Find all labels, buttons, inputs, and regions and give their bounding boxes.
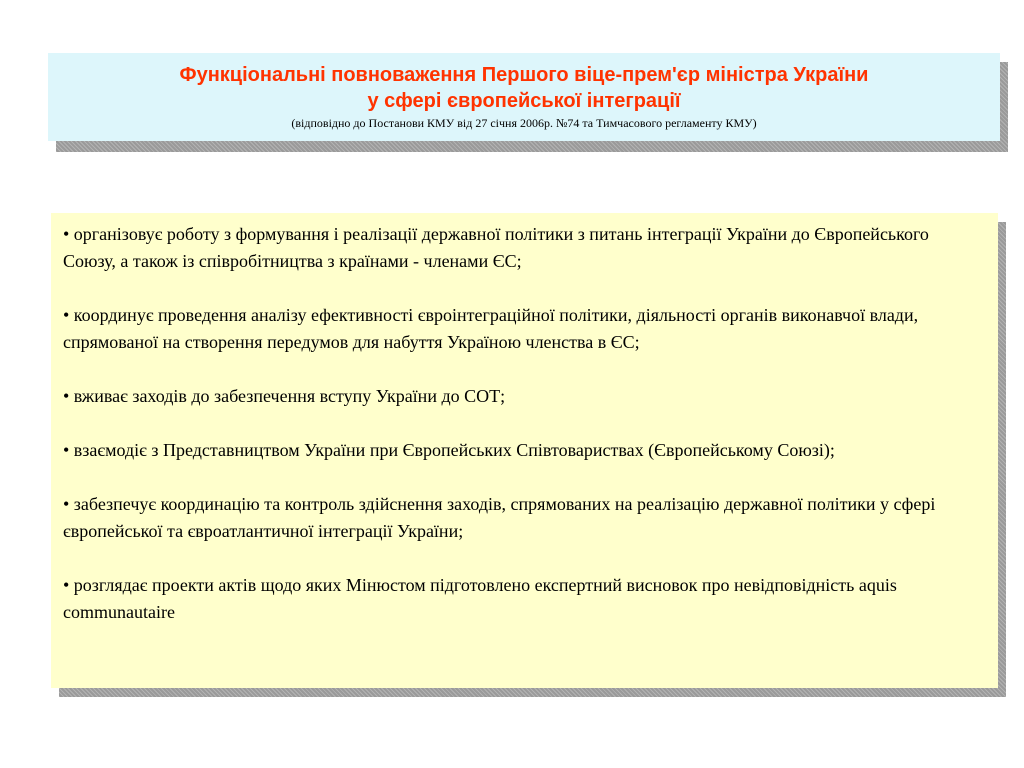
page-title-line-1: Функціональні повноваження Першого віце-прем'єр міністра України xyxy=(179,64,869,86)
page-title-line-2: у сфері європейської інтеграції xyxy=(367,90,681,112)
content-box xyxy=(51,213,998,688)
list-item: • взаємодіє з Представництвом України при Європейських Співтовариствах (Європейському Союзі); xyxy=(63,440,835,460)
list-item: • розглядає проекти актів щодо яких Мінюстом підготовлено експертний висновок про невідповідність aquis communautaire xyxy=(63,575,897,622)
page-subtitle: (відповідно до Постанови КМУ від 27 січня 2006р. №74 та Тимчасового регламенту КМУ) xyxy=(291,116,757,130)
list-item: • вживає заходів до забезпечення вступу України до СОТ; xyxy=(63,386,506,406)
list-item: • координує проведення аналізу ефективності євроінтеграційної політики, діяльності органів виконавчої влади, спрямованої на створення передумов для набуття Україною членства в ЄС; xyxy=(63,305,919,352)
title-box xyxy=(48,53,1000,141)
list-item: • забезпечує координацію та контроль здійснення заходів, спрямованих на реалізацію державної політики у сфері європейської та євроатлантичної інтеграції України; xyxy=(63,494,936,541)
list-item: • організовує роботу з формування і реалізації державної політики з питань інтеграції України до Європейського Союзу, а також із співробітництва з країнами - членами ЄС; xyxy=(63,224,929,271)
